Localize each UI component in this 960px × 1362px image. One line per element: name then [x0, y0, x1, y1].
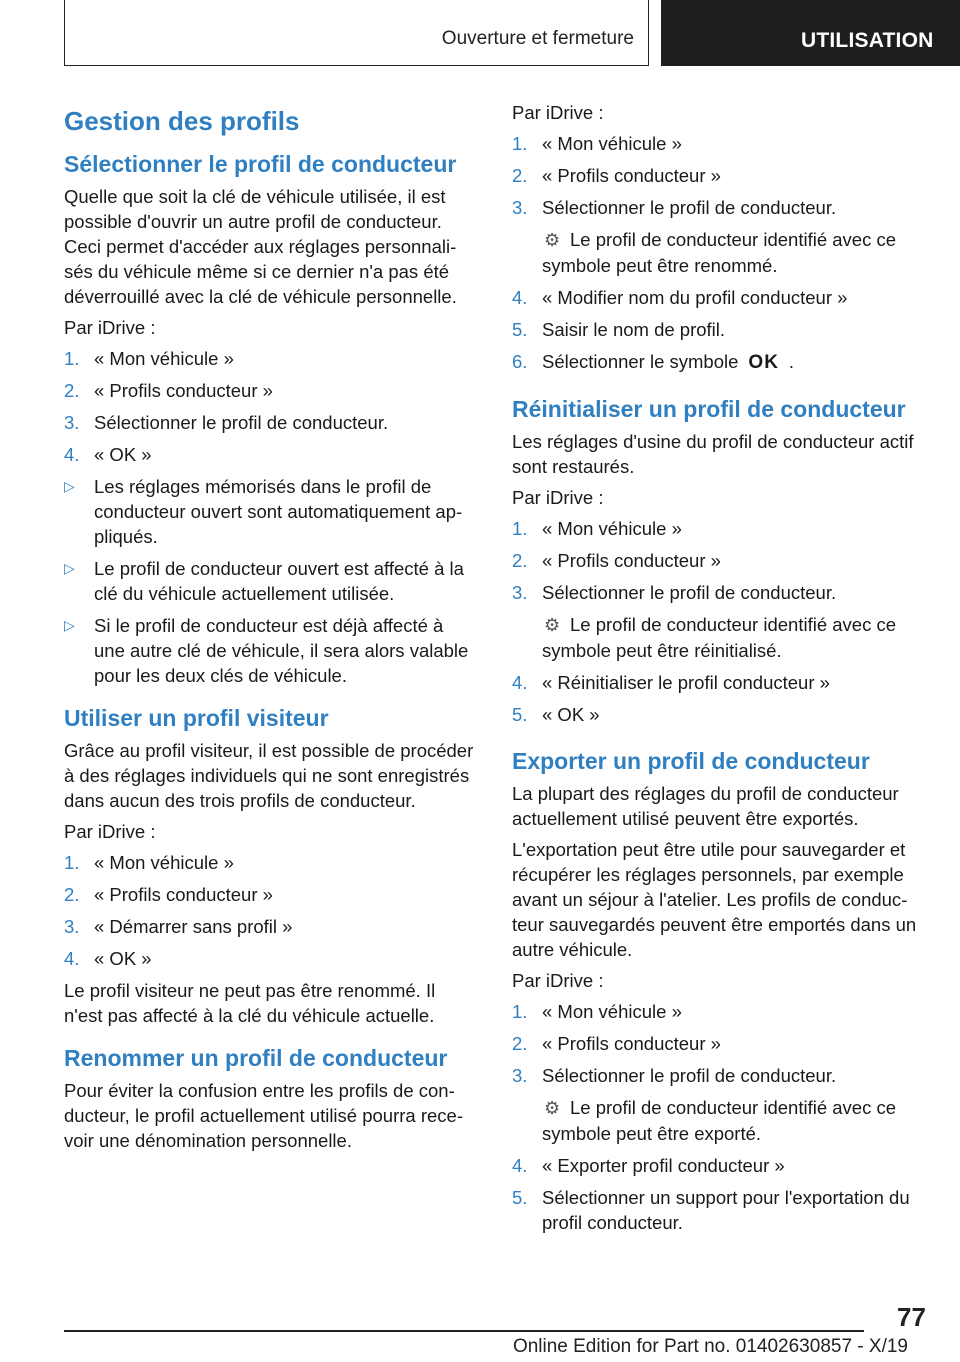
list-item: 4. « OK »	[64, 948, 152, 969]
list-item: 3. Sélectionner le profil de conducteur.	[64, 412, 389, 433]
list-item: 3. Sélectionner le profil de conducteur.	[512, 1065, 837, 1086]
paragraph: Les réglages d'usine du profil de conducteur actif sont restaurés.	[512, 431, 914, 477]
via-idrive: Par iDrive :	[64, 821, 156, 842]
steps-list	[512, 1153, 926, 1235]
list-item: 4. « Exporter profil conducteur »	[512, 1155, 785, 1176]
list-item: 5. Saisir le nom de profil.	[512, 319, 726, 340]
heading-visitor-profile: Utiliser un profil visiteur	[64, 705, 329, 731]
header-section-title: Ouverture et fermeture	[441, 28, 634, 49]
list-item: 6. Sélectionner le symbole OK .	[512, 351, 795, 373]
paragraph: Le profil visiteur ne peut pas être renommé. Il n'est pas affecté à la clé du véhicule actuelle.	[64, 980, 436, 1026]
paragraph: La plupart des réglages du profil de conducteur actuellement utilisé peuvent être exportés.	[512, 783, 899, 829]
via-idrive: Par iDrive :	[512, 487, 604, 508]
list-item: 2. « Profils conducteur »	[512, 1033, 721, 1054]
via-idrive: Par iDrive :	[512, 102, 604, 123]
left-column	[64, 100, 478, 1159]
list-item: 2. « Profils conducteur »	[512, 165, 721, 186]
header-chapter-title: UTILISATION	[801, 29, 934, 52]
triangle-bullet-icon: ▷	[64, 617, 75, 633]
list-item: 1. « Mon véhicule »	[64, 852, 234, 873]
list-item: 2. « Profils conducteur »	[512, 550, 721, 571]
page-title: Gestion des profils	[64, 106, 300, 136]
bullet-item: ▷ Les réglages mémorisés dans le profil de conducteur ouvert sont automatiquement appliqués.	[64, 476, 463, 547]
steps-list	[512, 516, 926, 605]
list-item: 1. « Mon véhicule »	[512, 1001, 682, 1022]
list-item: 2. « Profils conducteur »	[64, 884, 273, 905]
list-item: 3. Sélectionner le profil de conducteur.	[512, 197, 837, 218]
list-item: 4. « Réinitialiser le profil conducteur »	[512, 672, 830, 693]
list-item: 1. « Mon véhicule »	[64, 348, 234, 369]
header-section-box	[64, 0, 649, 66]
footer-edition: Online Edition for Part no. 01402630857 - X/19	[512, 1336, 908, 1357]
steps-list	[512, 999, 926, 1088]
list-item: 3. Sélectionner le profil de conducteur.	[512, 582, 837, 603]
heading-export-profile: Exporter un profil de conducteur	[512, 748, 870, 774]
triangle-bullet-icon: ▷	[64, 478, 75, 494]
gear-icon: ⚙	[544, 615, 561, 635]
bullet-item: ▷ Si le profil de conducteur est déjà affecté à une autre clé de véhicule, il sera alors valable pour les deux clés de véhicule.	[64, 615, 469, 686]
ok-symbol-icon: OK	[748, 352, 779, 373]
heading-rename-profile: Renommer un profil de conducteur	[64, 1045, 448, 1071]
footer-divider	[64, 1330, 864, 1332]
list-item: 4. « OK »	[64, 444, 152, 465]
symbol-note: ⚙ Le profil de conducteur identifié avec ce symbole peut être renommé.	[542, 229, 897, 276]
paragraph: Pour éviter la confusion entre les profils de conducteur, le profil actuellement utilisé pourra recevoir une dénomination personnelle.	[64, 1080, 463, 1151]
symbol-note: ⚙ Le profil de conducteur identifié avec ce symbole peut être réinitialisé.	[542, 614, 897, 661]
list-item: 5. « OK »	[512, 704, 600, 725]
paragraph: Grâce au profil visiteur, il est possible de procéder à des réglages individuels qui ne sont enregistrés dans aucun des trois profils de conducteur.	[64, 740, 474, 811]
list-item: 3. « Démarrer sans profil »	[64, 916, 293, 937]
paragraph: Quelle que soit la clé de véhicule utilisée, il est possible d'ouvrir un autre profil de conducteur. Ceci permet d'accéder aux réglages personnalisés du véhicule même si ce dernier n'a pas été déverrouillé avec la clé de véhicule personnelle.	[64, 186, 457, 307]
steps-list	[512, 670, 926, 727]
gear-icon: ⚙	[544, 1098, 561, 1118]
bullet-item: ▷ Le profil de conducteur ouvert est affecté à la clé du véhicule actuellement utilisée.	[64, 558, 464, 604]
list-item: 2. « Profils conducteur »	[64, 380, 273, 401]
heading-reset-profile: Réinitialiser un profil de conducteur	[512, 396, 906, 422]
header-chapter-box	[661, 0, 960, 66]
list-item: 1. « Mon véhicule »	[512, 518, 682, 539]
steps-list	[512, 285, 926, 375]
list-item: 4. « Modifier nom du profil conducteur »	[512, 287, 848, 308]
page-number: 77	[897, 1302, 926, 1332]
steps-list	[64, 850, 478, 971]
paragraph: L'exportation peut être utile pour sauvegarder et récupérer les réglages personnels, par exemple avant un séjour à l'atelier. Les profils de conducteur sauvegardés peuvent être emportés dans un autre véhicule.	[512, 839, 917, 960]
via-idrive: Par iDrive :	[64, 317, 156, 338]
right-column	[512, 100, 926, 1242]
list-item: 5. Sélectionner un support pour l'exportation du profil conducteur.	[512, 1187, 910, 1233]
via-idrive: Par iDrive :	[512, 970, 604, 991]
symbol-note: ⚙ Le profil de conducteur identifié avec ce symbole peut être exporté.	[542, 1097, 897, 1144]
steps-list	[512, 131, 926, 220]
triangle-bullet-icon: ▷	[64, 560, 75, 576]
gear-icon: ⚙	[544, 230, 561, 250]
list-item: 1. « Mon véhicule »	[512, 133, 682, 154]
steps-list	[64, 346, 478, 688]
heading-select-profile: Sélectionner le profil de conducteur	[64, 151, 457, 177]
